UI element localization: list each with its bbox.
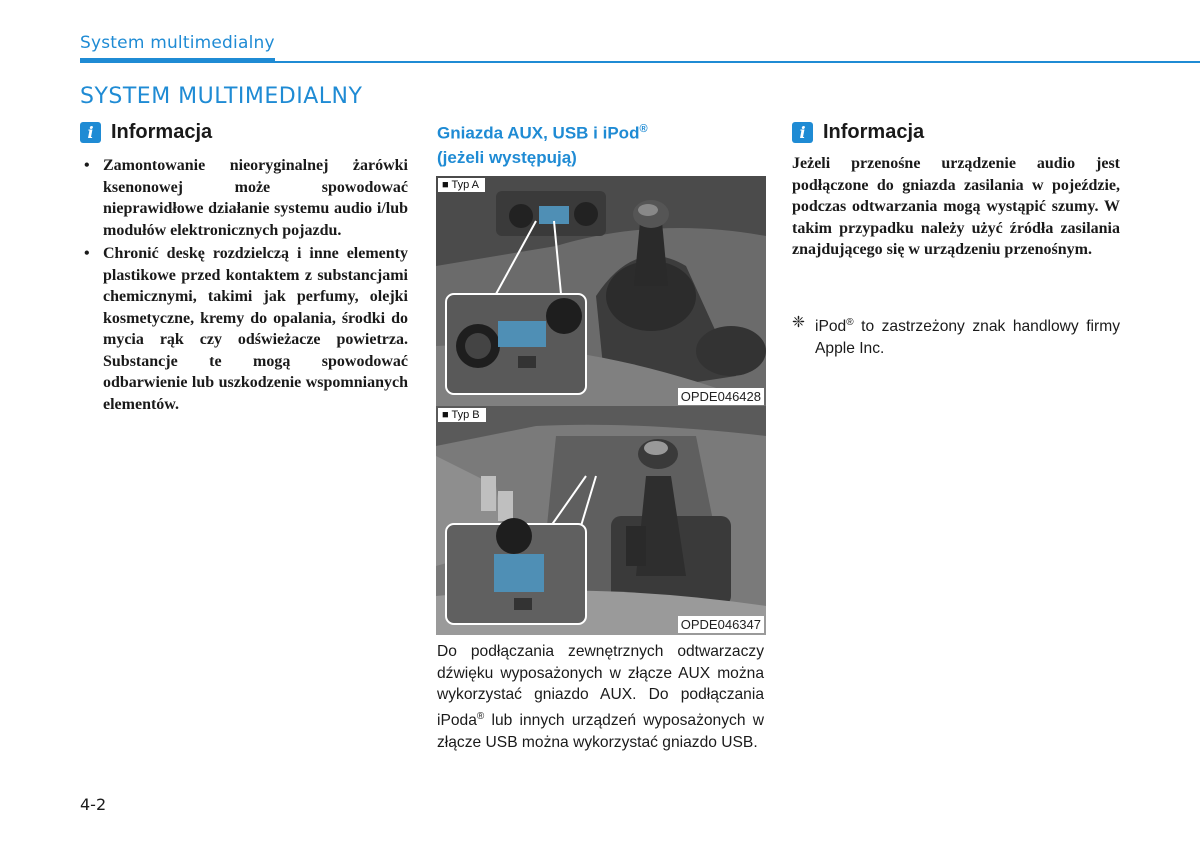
info-bullet: • Chronić deskę rozdzielczą i inne elementy plastikowe przed kontaktem z substancjami chemicznymi, takimi jak perfumy, olejki kosmetyczne, kremy do opalania, środki do mycia rąk czy odświeżacze powietrza. Substancje te mogą spowodować odbarwienie lub uszkodzenie wspomnianych elementów. <box>80 243 408 415</box>
aux-usb-heading: Gniazda AUX, USB i iPod® (jeżeli występują) <box>437 123 648 167</box>
info-bullet: • Zamontowanie nieoryginalnej żarówki ksenonowej może spowodować nieprawidłowe działanie systemu audio i/lub modułów elektronicznych pojazdu. <box>80 155 408 241</box>
info-paragraph: Jeżeli przenośne urządzenie audio jest podłączone do gniazda zasilania w pojeździe, podczas odtwarzania mogą wystąpić szumy. W takim przypadku należy użyć źródła zasilania znajdującego się w urządzeniu przenośnym. <box>792 155 1120 258</box>
info-heading-left <box>80 121 212 144</box>
info-title: Informacja <box>111 121 213 143</box>
figure-type-a <box>436 176 766 407</box>
figure-type-b <box>436 406 766 635</box>
header-rule <box>275 61 1200 63</box>
figure-code: OPDE046428 <box>678 388 764 405</box>
running-header: System multimedialny <box>80 33 275 53</box>
console-illustration-a <box>436 176 766 407</box>
trademark-note: ❈ iPod® to zastrzeżony znak handlowy firmy Apple Inc. <box>792 314 1120 357</box>
info-icon: i <box>792 122 813 143</box>
section-title: SYSTEM MULTIMEDIALNY <box>80 84 363 109</box>
console-illustration-b <box>436 406 766 635</box>
info-title: Informacja <box>823 121 925 143</box>
figure-code: OPDE046347 <box>678 616 764 633</box>
info-bullet-list <box>80 155 408 417</box>
info-icon: i <box>80 122 101 143</box>
note-mark-icon: ❈ <box>792 314 806 331</box>
page-number: 4-2 <box>80 795 107 814</box>
figure-tag: ■ Typ B <box>438 408 486 422</box>
aux-usb-description: Do podłączania zewnętrznych odtwarzaczy dźwięku wyposażonych w złącze AUX można wykorzystać gniazdo AUX. Do podłączania iPoda® lub innych urządzeń wyposażonych w złącze USB można wykorzystać gniazdo USB. <box>437 643 764 751</box>
info-heading-right <box>792 121 924 144</box>
figure-tag: ■ Typ A <box>438 178 485 192</box>
header-tab-bar <box>80 58 275 63</box>
